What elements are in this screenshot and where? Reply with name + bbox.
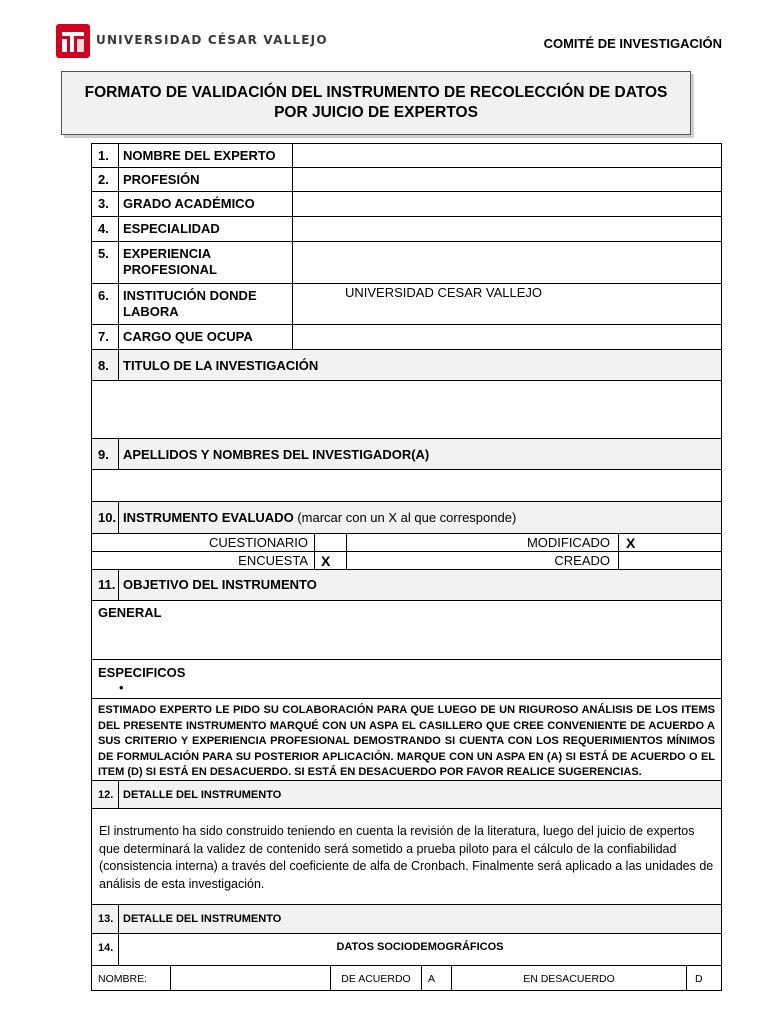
researcher-name-field[interactable] (92, 470, 721, 502)
academic-degree-field[interactable] (292, 192, 721, 216)
field-row-position (92, 325, 721, 350)
section-number: 12. (92, 781, 119, 808)
column-name: NOMBRE: (98, 973, 148, 985)
option-label-cuestionario: CUESTIONARIO (209, 535, 308, 550)
field-number: 1. (92, 144, 119, 167)
field-label: CARGO QUE OCUPA (123, 329, 253, 344)
field-row-institution (92, 284, 721, 325)
checkbox-creado[interactable] (618, 552, 721, 569)
research-title-field[interactable] (92, 381, 721, 439)
section-researcher-name (92, 439, 721, 470)
column-agree: DE ACUERDO (330, 966, 421, 990)
committee-label: COMITÉ DE INVESTIGACIÓN (543, 36, 722, 51)
section-number: 11. (92, 570, 119, 600)
section-research-title (92, 350, 721, 381)
field-number: 4. (92, 217, 119, 241)
section-number: 10. (92, 502, 119, 533)
field-row-profession (92, 168, 721, 192)
option-label-modificado: MODIFICADO (346, 534, 618, 551)
field-label: EXPERIENCIA PROFESIONAL (123, 246, 217, 277)
instructions-text: ESTIMADO EXPERTO LE PIDO SU COLABORACIÓN PARA QUE LUEGO DE UN RIGUROSO ANÁLISIS DE LOS ITEMS DEL PRESENTE INSTRUMENTO MARQUÉ CON UN ASPA EL CASILLERO QUE CREE CONVENIENTE DE ACUERDO A SUS CRITERIO Y EXPERIENCIA PROFESIONAL DEMOSTRANDO SI CUENTA CON LOS REQUERIMIENTOS MÍNIMOS DE FORMULACIÓN PARA SU POSTERIOR APLICACIÓN. MARQUE CON UN ASPA EN (A) SI ESTÁ DE ACUERDO O EL ITEM (D) SI ESTÁ EN DESACUERDO. SI ESTÁ EN DESACUERDO POR FAVOR REALICE SUGERENCIAS. (92, 699, 721, 781)
specific-objectives-field[interactable] (92, 660, 721, 699)
instrument-options-row-2 (92, 552, 721, 570)
field-label: INSTITUCIÓN DONDE LABORA (123, 288, 257, 319)
instrument-options-row-1 (92, 534, 721, 552)
field-row-experience (92, 242, 721, 284)
checkbox-encuesta[interactable]: X (314, 552, 346, 569)
section-instrument-detail (92, 781, 721, 809)
ucv-logo-icon (56, 24, 90, 58)
section-instrument-detail-2 (92, 905, 721, 934)
position-field[interactable] (292, 325, 721, 349)
field-label: ESPECIALIDAD (123, 221, 220, 236)
section-label: INSTRUMENTO EVALUADO (123, 510, 294, 525)
specialty-field[interactable] (292, 217, 721, 241)
section-label: DETALLE DEL INSTRUMENTO (123, 789, 282, 801)
field-row-specialty (92, 217, 721, 242)
field-number: 6. (92, 284, 119, 324)
section-number: 14. (92, 934, 119, 965)
section-label: APELLIDOS Y NOMBRES DEL INVESTIGADOR(A) (123, 447, 430, 462)
section-sociodemographic (92, 934, 721, 966)
section-label: TITULO DE LA INVESTIGACIÓN (123, 358, 319, 373)
column-agree-code: A (421, 966, 451, 990)
field-label: GRADO ACADÉMICO (123, 196, 255, 211)
section-label: DATOS SOCIODEMOGRÁFICOS (336, 941, 504, 953)
expert-name-field[interactable] (292, 144, 721, 167)
column-disagree-code: D (686, 966, 721, 990)
institution-field[interactable]: UNIVERSIDAD CESAR VALLEJO (292, 284, 721, 324)
option-label-creado: CREADO (346, 552, 618, 569)
university-name: UNIVERSIDAD CÉSAR VALLEJO (96, 33, 328, 47)
option-label-encuesta: ENCUESTA (238, 553, 308, 568)
checkbox-cuestionario[interactable] (314, 534, 346, 551)
field-number: 3. (92, 192, 119, 216)
field-number: 5. (92, 242, 119, 283)
section-objective (92, 570, 721, 601)
section-label: OBJETIVO DEL INSTRUMENTO (123, 577, 317, 592)
section-number: 13. (92, 905, 119, 933)
section-number: 8. (92, 350, 119, 380)
section-label-group (123, 502, 516, 526)
section-instrument-evaluated (92, 502, 721, 534)
checkbox-modificado[interactable]: X (618, 534, 721, 551)
page-header (0, 0, 768, 70)
section-hint: (marcar con un X al que corresponde) (297, 510, 517, 525)
field-row-academic-degree (92, 192, 721, 217)
general-objective-field[interactable] (92, 601, 721, 660)
section-number: 9. (92, 439, 119, 469)
field-row-expert-name (92, 144, 721, 168)
evaluation-table-header (92, 966, 721, 990)
field-label: PROFESIÓN (123, 172, 200, 187)
general-label: GENERAL (98, 605, 162, 620)
form-title: FORMATO DE VALIDACIÓN DEL INSTRUMENTO DE RECOLECCIÓN DE DATOS POR JUICIO DE EXPERTOS (61, 71, 691, 135)
field-number: 2. (92, 168, 119, 191)
name-input-cell[interactable] (170, 966, 330, 990)
profession-field[interactable] (292, 168, 721, 191)
field-number: 7. (92, 325, 119, 349)
specific-label: ESPECIFICOS (98, 665, 186, 680)
validation-form (91, 143, 722, 991)
column-disagree: EN DESACUERDO (451, 966, 686, 990)
instrument-detail-text: El instrumento ha sido construido teniendo en cuenta la revisión de la literatura, luego del juicio de expertos que determinará la validez de contenido será sometido a prueba piloto para el cálculo de la confiabilidad (consistencia interna) a través del coeficiente de alfa de Cronbach. Finalmente será aplicado a las unidades de análisis de esta investigación. (92, 809, 721, 905)
field-label: NOMBRE DEL EXPERTO (123, 148, 276, 163)
experience-field[interactable] (292, 242, 721, 283)
bullet-icon: • (119, 680, 124, 695)
section-label: DETALLE DEL INSTRUMENTO (123, 913, 282, 925)
